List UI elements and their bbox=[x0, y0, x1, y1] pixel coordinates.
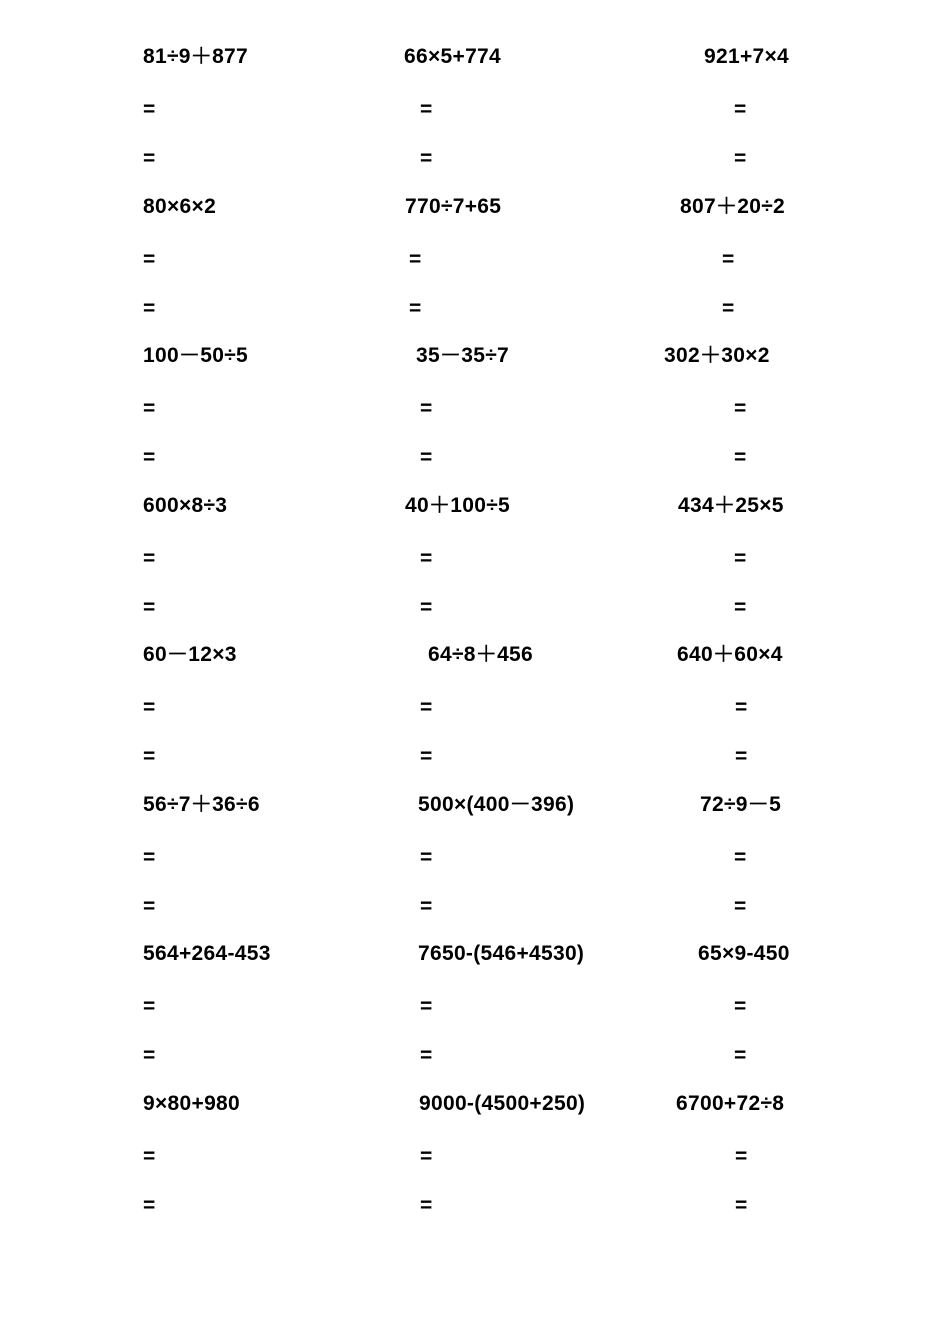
equals-line: = bbox=[143, 696, 156, 719]
equals-line: = bbox=[143, 1044, 156, 1067]
equals-line: = bbox=[735, 696, 748, 719]
equals-line: = bbox=[734, 995, 747, 1018]
problem-expression: 65×9-450 bbox=[698, 942, 790, 965]
equals-line: = bbox=[420, 1145, 433, 1168]
equals-line: = bbox=[420, 147, 433, 170]
equals-line: = bbox=[143, 446, 156, 469]
equals-line: = bbox=[735, 1194, 748, 1217]
equals-line: = bbox=[734, 1044, 747, 1067]
problem-expression: 64÷8＋456 bbox=[428, 643, 534, 666]
equals-line: = bbox=[143, 1194, 156, 1217]
equals-line: = bbox=[143, 147, 156, 170]
equals-line: = bbox=[143, 397, 156, 420]
equals-line: = bbox=[420, 397, 433, 420]
equals-line: = bbox=[420, 446, 433, 469]
problem-expression: 81÷9＋877 bbox=[143, 45, 249, 68]
equals-line: = bbox=[734, 596, 747, 619]
equals-line: = bbox=[420, 696, 433, 719]
problem-expression: 60－12×3 bbox=[143, 643, 237, 666]
equals-line: = bbox=[734, 895, 747, 918]
equals-line: = bbox=[735, 745, 748, 768]
equals-line: = bbox=[143, 846, 156, 869]
equals-line: = bbox=[734, 846, 747, 869]
problem-expression: 40＋100÷5 bbox=[405, 494, 511, 517]
problem-expression: 7650-(546+4530) bbox=[418, 942, 585, 965]
equals-line: = bbox=[409, 248, 422, 271]
equals-line: = bbox=[735, 1145, 748, 1168]
problem-expression: 434＋25×5 bbox=[678, 494, 784, 517]
problem-expression: 807＋20÷2 bbox=[680, 195, 786, 218]
equals-line: = bbox=[420, 547, 433, 570]
problem-expression: 80×6×2 bbox=[143, 195, 217, 218]
problem-expression: 770÷7+65 bbox=[405, 195, 502, 218]
equals-line: = bbox=[722, 297, 735, 320]
problem-expression: 640＋60×4 bbox=[677, 643, 783, 666]
equals-line: = bbox=[722, 248, 735, 271]
equals-line: = bbox=[734, 147, 747, 170]
problem-expression: 921+7×4 bbox=[704, 45, 790, 68]
problem-expression: 564+264-453 bbox=[143, 942, 271, 965]
equals-line: = bbox=[734, 397, 747, 420]
equals-line: = bbox=[420, 745, 433, 768]
equals-line: = bbox=[143, 1145, 156, 1168]
equals-line: = bbox=[143, 98, 156, 121]
equals-line: = bbox=[143, 248, 156, 271]
equals-line: = bbox=[420, 98, 433, 121]
problem-expression: 9000-(4500+250) bbox=[419, 1092, 586, 1115]
problem-expression: 600×8÷3 bbox=[143, 494, 228, 517]
equals-line: = bbox=[734, 98, 747, 121]
problem-expression: 100－50÷5 bbox=[143, 344, 249, 367]
equals-line: = bbox=[409, 297, 422, 320]
equals-line: = bbox=[420, 596, 433, 619]
equals-line: = bbox=[143, 745, 156, 768]
problem-expression: 35－35÷7 bbox=[416, 344, 510, 367]
equals-line: = bbox=[143, 995, 156, 1018]
equals-line: = bbox=[420, 1044, 433, 1067]
equals-line: = bbox=[734, 446, 747, 469]
equals-line: = bbox=[143, 547, 156, 570]
problem-expression: 56÷7＋36÷6 bbox=[143, 793, 260, 816]
equals-line: = bbox=[420, 995, 433, 1018]
equals-line: = bbox=[143, 596, 156, 619]
equals-line: = bbox=[143, 297, 156, 320]
problem-expression: 500×(400－396) bbox=[418, 793, 575, 816]
equals-line: = bbox=[420, 1194, 433, 1217]
equals-line: = bbox=[734, 547, 747, 570]
problem-expression: 66×5+774 bbox=[404, 45, 502, 68]
problem-expression: 6700+72÷8 bbox=[676, 1092, 785, 1115]
problem-expression: 302＋30×2 bbox=[664, 344, 770, 367]
equals-line: = bbox=[143, 895, 156, 918]
problem-expression: 72÷9－5 bbox=[700, 793, 782, 816]
problem-expression: 9×80+980 bbox=[143, 1092, 241, 1115]
equals-line: = bbox=[420, 846, 433, 869]
equals-line: = bbox=[420, 895, 433, 918]
